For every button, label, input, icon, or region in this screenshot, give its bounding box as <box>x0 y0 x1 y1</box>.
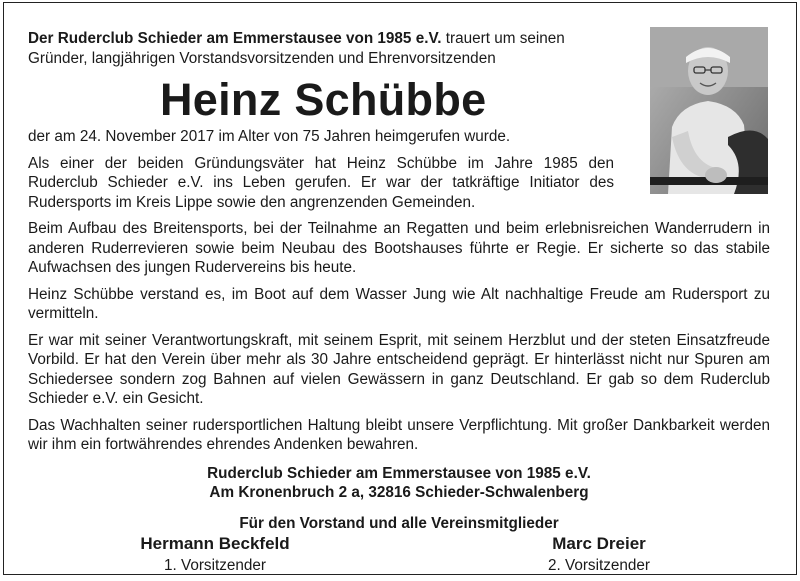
club-address-line-2: Am Kronenbruch 2 a, 32816 Schieder-Schwalenberg <box>209 484 589 501</box>
signature-right-name: Marc Dreier <box>552 533 646 553</box>
signature-left-role: 1. Vorsitzender <box>163 556 267 574</box>
club-address-line-1: Ruderclub Schieder am Emmerstausee von 1985 e.V. <box>207 464 591 482</box>
paragraph-3: Beim Aufbau des Breitensports, bei der Teilnahme an Regatten und beim erlebnisreichen Wanderrudern in anderen Ruderrevieren sowie beim Neubau des Bootshauses führte er Regie. Er sicherte so das stabile Aufwachsen des jungen Rudervereins bis heute. <box>28 220 770 276</box>
signature-left <box>120 533 310 577</box>
signature-right-role: 2. Vorsitzender <box>547 556 651 574</box>
obituary-notice <box>3 2 797 575</box>
paragraph-6: Das Wachhalten seiner rudersportlichen Haltung bleibt unsere Verpflichtung. Mit großer Dankbarkeit werden wir ihm ein fortwährendes ehrendes Andenken bewahren. <box>28 416 770 453</box>
obituary-text <box>28 29 770 581</box>
club-address <box>28 464 770 503</box>
paragraph-2: Als einer der beiden Gründungsväter hat Heinz Schübbe im Jahre 1985 den Ruderclub Schieder e.V. ins Leben gerufen. Er war der tatkräftige Initiator des Rudersports im Kreis Lippe sowie den angrenzenden Gemeinden. <box>28 154 614 211</box>
paragraph-1: der am 24. November 2017 im Alter von 75 Jahren heimgerufen wurde. <box>28 128 511 145</box>
signature-left-name: Hermann Beckfeld <box>140 533 290 553</box>
intro-rest: trauert um seinen Gründer, langjährigen Vorstandsvorsitzenden und Ehrenvorsitzenden <box>28 30 565 67</box>
paragraph-5: Er war mit seiner Verantwortungskraft, mit seinem Esprit, mit seinem Herzblut und der steten Einsatzfreude Vorbild. Er hat den Verein über mehr als 30 Jahre entscheidend geprägt. Er hinterlässt nicht nur Spuren am Schiedersee sondern zog Bahnen auf vielen Gewässern in ganz Deutschland. Er gab so dem Ruderclub Schieder e.V. ein Gesicht. <box>28 331 770 407</box>
club-name-bold: Der Ruderclub Schieder am Emmerstausee von 1985 e.V. <box>28 30 442 47</box>
deceased-name: Heinz Schübbe <box>160 74 487 125</box>
paragraph-4: Heinz Schübbe verstand es, im Boot auf dem Wasser Jung wie Alt nachhaltige Freude am Rudersport zu vermitteln. <box>28 285 770 322</box>
board-line: Für den Vorstand und alle Vereinsmitglieder <box>239 514 559 532</box>
signature-right <box>504 533 694 577</box>
intro-paragraph <box>28 29 770 68</box>
signatures <box>28 533 770 581</box>
